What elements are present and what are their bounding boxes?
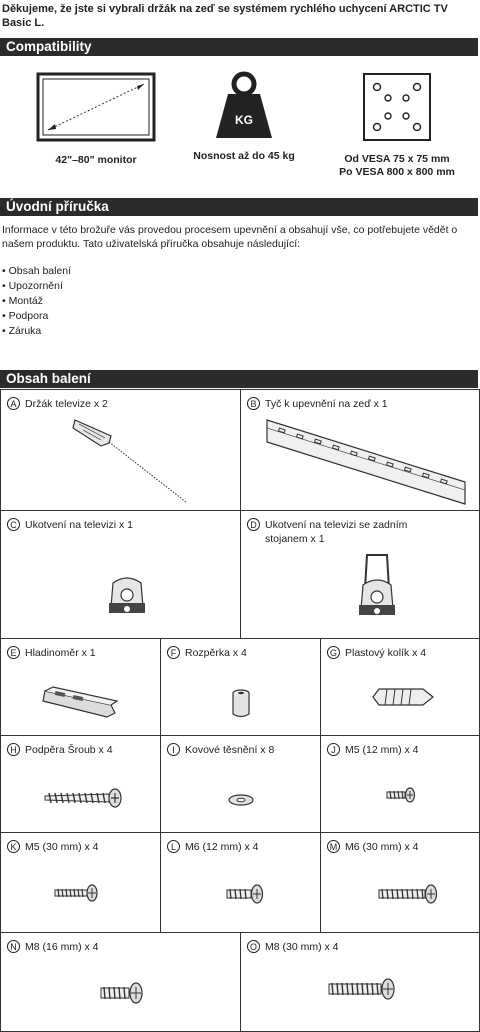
guide-list-item: • Obsah balení	[2, 265, 72, 277]
part-letter: C	[7, 518, 20, 531]
part-letter: N	[7, 940, 20, 953]
part-label: Plastový kolík x 4	[345, 647, 427, 659]
monitor-icon	[36, 72, 156, 142]
part-letter: D	[247, 518, 260, 531]
part-letter: G	[327, 646, 340, 659]
tv-bracket-image	[71, 416, 191, 506]
section-header-contents: Obsah balení	[0, 370, 478, 388]
compat-monitor-size: 42"–80" monitor	[55, 154, 137, 166]
part-label: M5 (30 mm) x 4	[25, 841, 99, 853]
part-cell-l	[160, 832, 321, 933]
section-header-guide: Úvodní příručka	[0, 198, 478, 216]
support-screw-image	[43, 786, 125, 812]
part-letter: K	[7, 840, 20, 853]
guide-list-item: • Záruka	[2, 325, 42, 337]
part-cell-h	[0, 735, 161, 833]
part-label: Ukotvení na televizi se zadním stojanem x 1	[265, 519, 408, 545]
plastic-anchor-image	[371, 685, 435, 711]
part-letter: A	[7, 397, 20, 410]
guide-list	[2, 264, 71, 339]
guide-paragraph: Informace v této brožuře vás provedou procesem upevnění a obsahují vše, co potřebujete vědět o našem produktu. Tato uživatelská příručka obsahuje následující:	[2, 224, 458, 250]
part-cell-m	[320, 832, 480, 933]
weight-icon-text: KG	[235, 113, 253, 127]
guide-list-item: • Podpora	[2, 310, 49, 322]
spacer-image	[231, 689, 251, 719]
part-label: M8 (16 mm) x 4	[25, 941, 99, 953]
part-letter: B	[247, 397, 260, 410]
compat-vesa-max: Po VESA 800 x 800 mm	[339, 166, 455, 178]
section-header-compatibility: Compatibility	[0, 38, 478, 56]
part-cell-o	[240, 932, 480, 1032]
wall-rail-image	[265, 418, 470, 508]
part-label: M6 (30 mm) x 4	[345, 841, 419, 853]
part-letter: M	[327, 840, 340, 853]
part-letter: F	[167, 646, 180, 659]
screw-m5-30-image	[53, 883, 99, 903]
metal-washer-image	[227, 792, 255, 808]
part-cell-j	[320, 735, 480, 833]
part-label: M8 (30 mm) x 4	[265, 941, 339, 953]
part-letter: O	[247, 940, 260, 953]
spirit-level-image	[41, 683, 121, 719]
guide-list-item: • Montáž	[2, 295, 44, 307]
part-letter: H	[7, 743, 20, 756]
part-cell-d	[240, 510, 480, 639]
screw-m5-12-image	[385, 786, 417, 804]
tv-anchor-stand-image	[355, 553, 399, 625]
part-cell-b	[240, 389, 480, 511]
part-cell-k	[0, 832, 161, 933]
part-cell-n	[0, 932, 241, 1032]
part-cell-c	[0, 510, 241, 639]
part-label: Ukotvení na televizi x 1	[25, 519, 133, 531]
screw-m6-30-image	[377, 883, 439, 905]
part-label: Hladinoměr x 1	[25, 647, 96, 659]
part-cell-a	[0, 389, 241, 511]
part-letter: E	[7, 646, 20, 659]
part-cell-f	[160, 638, 321, 736]
part-label: M5 (12 mm) x 4	[345, 744, 419, 756]
tv-anchor-image	[105, 573, 149, 623]
weight-icon	[214, 72, 274, 140]
compat-vesa-min: Od VESA 75 x 75 mm	[344, 153, 450, 165]
part-cell-g	[320, 638, 480, 736]
part-label: M6 (12 mm) x 4	[185, 841, 259, 853]
part-label: Tyč k upevnění na zeď x 1	[265, 398, 388, 410]
part-label: Podpěra Šroub x 4	[25, 744, 113, 756]
screw-m8-16-image	[99, 981, 145, 1005]
part-cell-e	[0, 638, 161, 736]
part-label: Kovové těsnění x 8	[185, 744, 275, 756]
intro-text: Děkujeme, že jste si vybrali držák na zeď se systémem rychlého uchycení ARCTIC TV Basic L.	[2, 3, 448, 29]
vesa-plate-icon	[362, 72, 432, 142]
part-label: Rozpěrka x 4	[185, 647, 247, 659]
compat-load: Nosnost až do 45 kg	[193, 150, 295, 162]
part-letter: J	[327, 743, 340, 756]
screw-m8-30-image	[327, 977, 397, 1001]
part-letter: I	[167, 743, 180, 756]
screw-m6-12-image	[225, 883, 265, 905]
part-cell-i	[160, 735, 321, 833]
part-letter: L	[167, 840, 180, 853]
guide-list-item: • Upozornění	[2, 280, 63, 292]
part-label: Držák televize x 2	[25, 398, 108, 410]
